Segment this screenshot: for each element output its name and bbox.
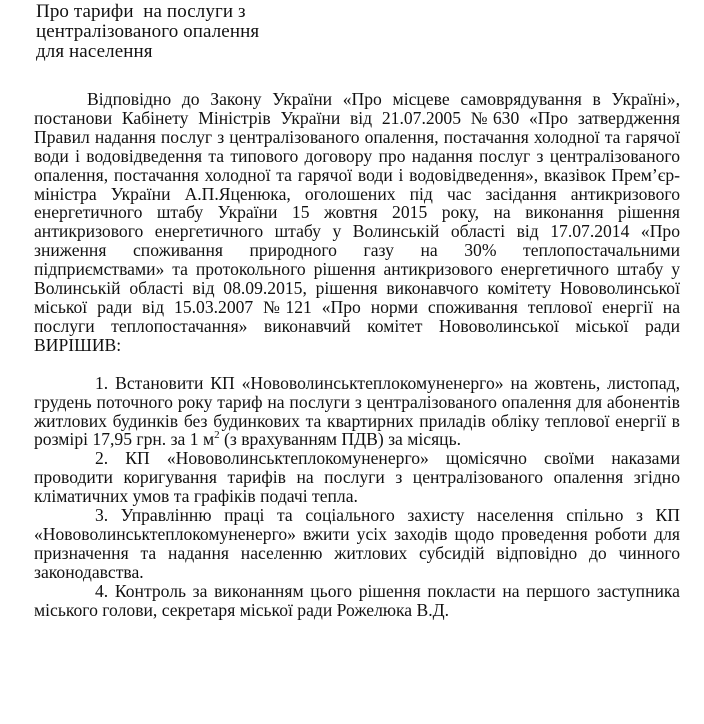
title-line-1: Про тарифи на послуги з (36, 1, 246, 22)
document-body (34, 90, 680, 619)
title-line-2: централізованого опалення (36, 21, 260, 42)
decision-item-4: 4. Контроль за виконанням цього рішення покласти на першого заступника міського голови, секретаря міської ради Рожелюка В.Д. (34, 580, 680, 620)
intro-paragraph: Відповідно до Закону України «Про місцеве самоврядування в Україні», постанови Кабінету Міністрів України від 21.07.2005 №630 «Про затвердження Правил надання послуг з централізованого опалення, постачання холодної та гарячої води і водовідведення та типового договору про надання послуг з централізованого опалення, постачання холодної та гарячої води і водовідведення», вказівок Прем’єр-міністра України А.П.Яценюка, оголошених під час засідання антикризового енергетичного штабу України 15 жовтня 2015 року, на виконання рішення антикризового енергетичного штабу у Волинській області від 17.07.2014 «Про зниження споживання природного газу на 30% теплопостачальними підприємствами» та протокольного рішення антикризового енергетичного штабу у Волинській області від 08.09.2015, рішення виконавчого комітету Нововолинської міської ради від 15.03.2007 №121 «Про норми споживання теплової енергії на послуги теплопостачання» виконавчий комітет Нововолинської міської ради ВИРІШИВ: (34, 89, 680, 355)
decision-item-2: 2. КП «Нововолинськтеплокомуненерго» щомісячно своїми наказами проводити коригування тарифів на послуги з централізованого опалення згідно кліматичних умов та графіків подачі тепла. (34, 448, 680, 507)
decision-item-1-text: 1. Встановити КП «Нововолинськтеплокомуненерго» на жовтень, листопад, грудень поточного року тариф на послуги з централізованого опалення для абонентів житлових будинків без будинкових та квартирних приладів обліку теплової енергії в розмірі 17,95 грн. за 1 м (34, 372, 680, 450)
decision-item-3: 3. Управлінню праці та соціального захисту населення спільно з КП «Нововолинськтеплокомуненерго» вжити усіх заходів щодо проведення роботи для призначення та надання населенню житлових субсидій відповідно до чинного законодавства. (34, 505, 680, 582)
decision-list (34, 374, 680, 620)
decision-item-1-tail: (з врахуванням ПДВ) за місяць. (219, 429, 462, 450)
document-title (36, 2, 366, 62)
square-meter-superscript: 2 (214, 429, 220, 442)
decision-item-1 (34, 374, 680, 450)
title-line-3: для населення (36, 41, 153, 62)
